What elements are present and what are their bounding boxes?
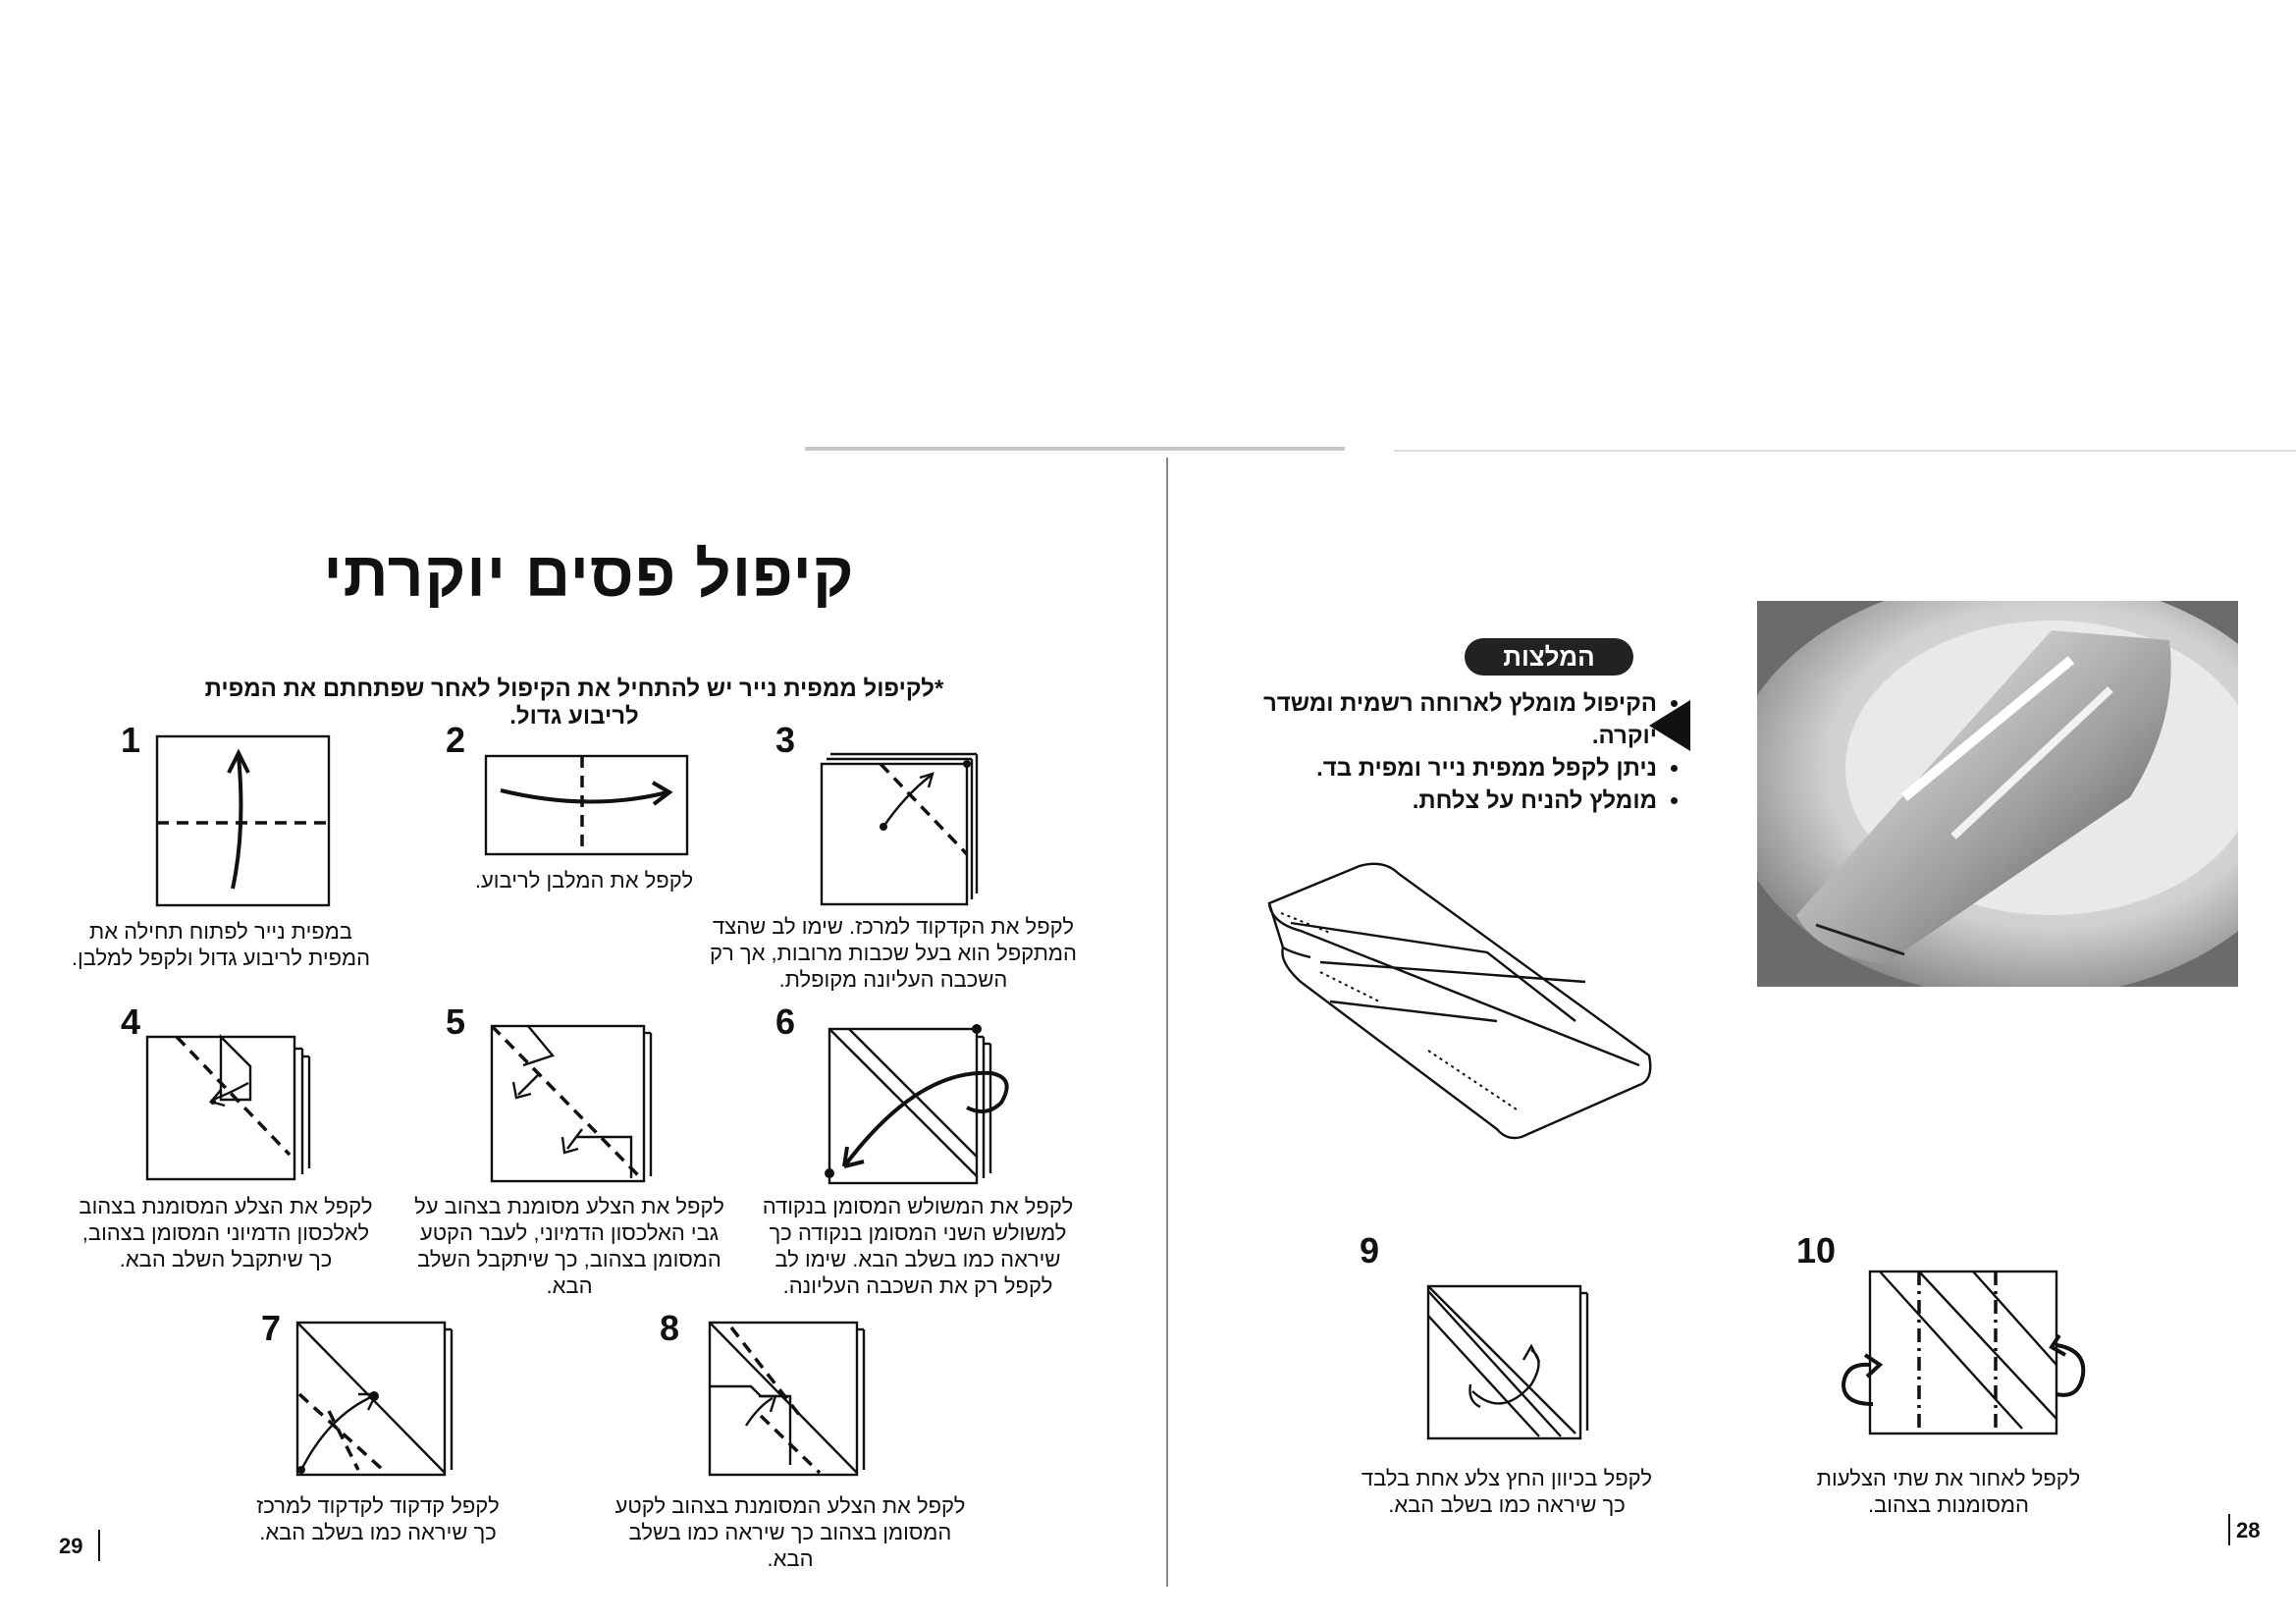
step-1-caption: במפית נייר לפתוח תחילה את המפית לריבוע גדול ולקפל למלבן. [71, 919, 371, 970]
intro-note: *לקיפול ממפית נייר יש להתחיל את הקיפול לאחר שפתחתם את המפית לריבוע גדול. [204, 676, 944, 730]
step-9-number: 9 [1360, 1230, 1380, 1271]
tip-item: • מומלץ להניח על צלחת. [1217, 784, 1657, 817]
napkin-photo [1757, 601, 2238, 987]
step-8-diagram [702, 1318, 879, 1480]
page-number-bar-left [98, 1530, 100, 1561]
step-3-diagram [807, 746, 984, 908]
page-number-right: 28 [2236, 1518, 2261, 1542]
page-title: קיפול פסים יוקרתי [323, 539, 855, 610]
step-6-diagram [820, 1019, 1016, 1186]
step-10-caption: לקפל לאחור את שתי הצלעות המסומנות בצהוב. [1816, 1466, 2081, 1517]
step-5-number: 5 [446, 1001, 466, 1042]
tip-item: • הקיפול מומלץ לארוחה רשמית ומשדר יוקרה. [1217, 687, 1657, 752]
step-10-number: 10 [1796, 1230, 1837, 1271]
step-8-number: 8 [660, 1308, 680, 1348]
page-spine-divider [1166, 458, 1168, 1587]
step-7-caption: לקפל קדקוד לקדקוד למרכז כך שיראה כמו בשלב הבא. [256, 1493, 500, 1544]
step-9-caption: לקפל בכיוון החץ צלע אחת בלבד כך שיראה כמו בשלב הבא. [1361, 1466, 1653, 1517]
step-9-diagram [1423, 1281, 1600, 1443]
step-4-caption: לקפל את הצלע המסומנת בצהוב לאלכסון הדמיוני המסומן בצהוב, כך שיתקבל השלב הבא. [79, 1194, 373, 1271]
step-6-number: 6 [775, 1001, 796, 1042]
step-2-diagram [481, 751, 692, 864]
page-number-left: 29 [59, 1534, 83, 1558]
scan-fold-line-right [1394, 450, 2296, 452]
finished-napkin-illustration [1261, 854, 1654, 1149]
step-2-caption: לקפל את המלבן לריבוע. [474, 868, 694, 893]
step-3-caption: לקפל את הקדקוד למרכז. שימו לב שהצד המתקפל הוא בעל שכבות מרובות, אך רק השכבה העליונה מקופלת. [710, 914, 1077, 992]
tips-list [1217, 687, 1679, 817]
step-4-number: 4 [121, 1001, 141, 1042]
page-number-bar-right [2228, 1514, 2230, 1545]
step-5-diagram [484, 1021, 661, 1188]
tip-item: • ניתן לקפל ממפית נייר ומפית בד. [1217, 752, 1657, 784]
step-1-number: 1 [121, 720, 141, 760]
step-5-caption: לקפל את הצלע מסומנת בצהוב על גבי האלכסון הדמיוני, לעבר הקטע המסומן בצהוב, כך שיתקבל השלב הבא. [414, 1194, 724, 1298]
step-7-number: 7 [261, 1308, 282, 1348]
step-2-number: 2 [446, 720, 466, 760]
step-3-number: 3 [775, 720, 796, 760]
step-4-diagram [142, 1029, 319, 1186]
step-7-diagram [290, 1318, 466, 1480]
step-8-caption: לקפל את הצלע המסומנת בצהוב לקטע המסומן בצהוב כך שיראה כמו בשלב הבא. [614, 1493, 966, 1571]
step-6-caption: לקפל את המשולש המסומן בנקודה למשולש השני המסומן בנקודה כך שיראה כמו בשלב הבא. שימו לב לקפל רק את השכבה העליונה. [762, 1194, 1074, 1298]
tips-badge: המלצות [1465, 638, 1633, 676]
pointer-triangle-icon [1649, 700, 1690, 751]
step-1-diagram [152, 731, 339, 913]
step-10-diagram [1826, 1267, 2101, 1443]
scan-fold-line-left [805, 447, 1345, 451]
